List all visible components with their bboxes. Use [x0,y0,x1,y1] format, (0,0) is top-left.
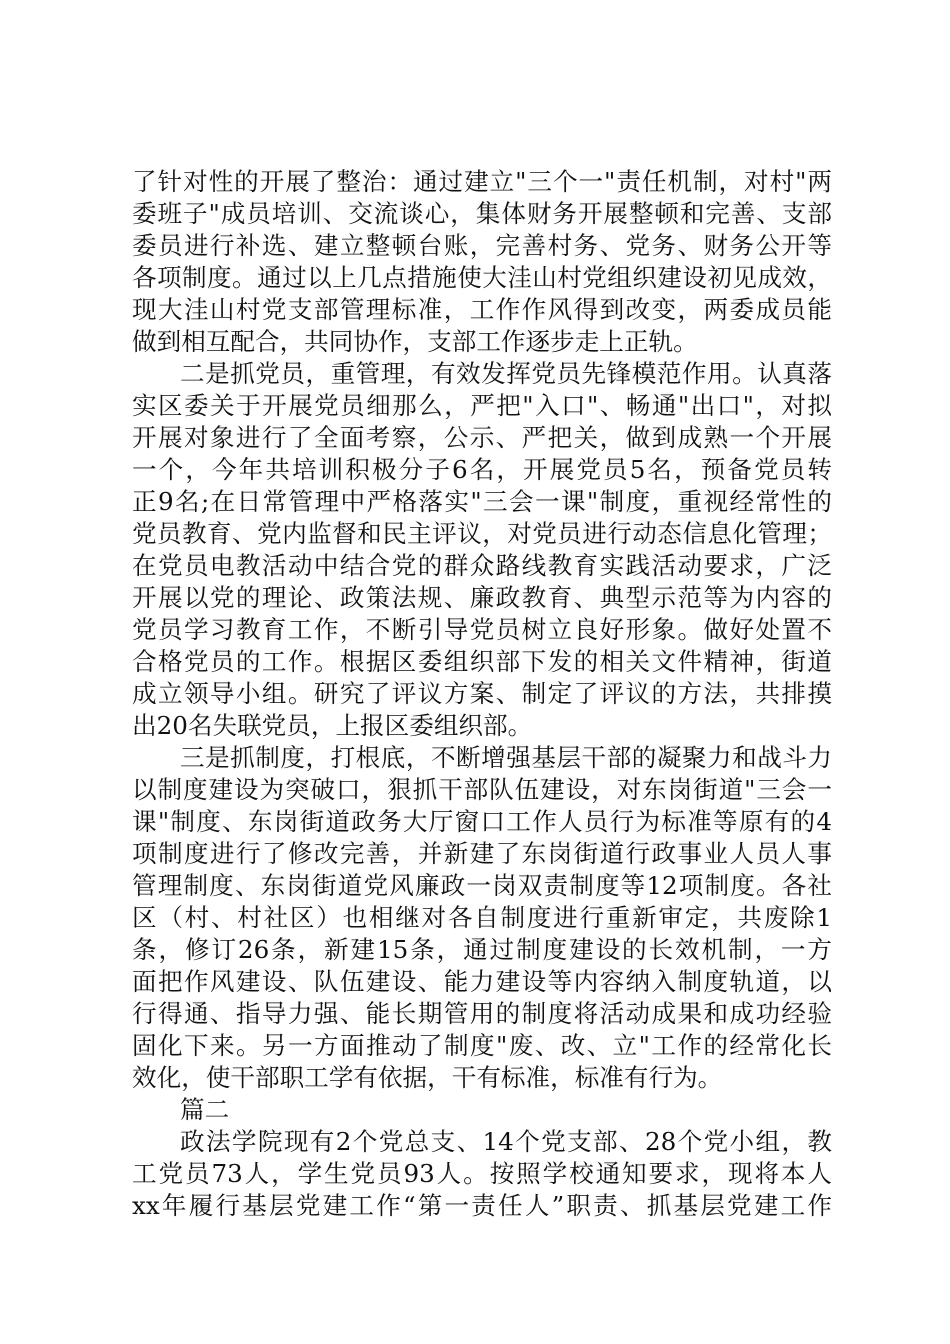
text-line: 合格党员的工作。根据区委组织部下发的相关文件精神，街道 [132,647,832,676]
text-line: 项制度进行了修改完善，并新建了东岗街道行政事业人员人事 [132,839,832,868]
text-line: 课"制度、东岗街道政务大厅窗口工作人员行为标准等原有的4 [132,807,832,836]
text-line: 委班子"成员培训、交流谈心，集体财务开展整顿和完善、支部 [132,199,832,228]
document-body [132,166,832,1222]
text-line: 管理制度、东岗街道党风廉政一岗双责制度等12项制度。各社 [132,871,832,900]
text-line: 面把作风建设、队伍建设、能力建设等内容纳入制度轨道，以 [132,967,832,996]
text-line: 条，修订26条，新建15条，通过制度建设的长效机制，一方 [132,935,832,964]
text-line: 做到相互配合，共同协作，支部工作逐步走上正轨。 [132,327,698,356]
text-line: 现大洼山村党支部管理标准，工作作风得到改变，两委成员能 [132,295,832,324]
text-line: 正9名;在日常管理中严格落实"三会一课"制度，重视经常性的 [132,487,832,516]
text-line: 工党员73人，学生党员93人。按照学校通知要求，现将本人 [132,1159,832,1188]
text-line: 行得通、指导力强、能长期管用的制度将活动成果和成功经验 [132,999,832,1028]
text-line: 固化下来。另一方面推动了制度"废、改、立"工作的经常化长 [132,1031,832,1060]
text-line: 党员学习教育工作，不断引导党员树立良好形象。做好处置不 [132,615,832,644]
text-line: 区（村、村社区）也相继对各自制度进行重新审定，共废除1 [132,903,832,932]
text-line: xx年履行基层党建工作“第一责任人”职责、抓基层党建工作 [132,1191,832,1220]
text-line: 在党员电教活动中结合党的群众路线教育实践活动要求，广泛 [132,551,832,580]
text-line: 党员教育、党内监督和民主评议，对党员进行动态信息化管理； [132,519,832,548]
text-line: 各项制度。通过以上几点措施使大洼山村党组织建设初见成效， [132,263,832,292]
text-line: 一个，今年共培训积极分子6名，开展党员5名，预备党员转 [132,455,832,484]
paragraph-start-line: 政法学院现有2个党总支、14个党支部、28个党小组，教 [180,1127,832,1156]
text-line: 以制度建设为突破口，狠抓干部队伍建设，对东岗街道"三会一 [132,775,832,804]
text-line: 实区委关于开展党员细那么，严把"入口"、畅通"出口"，对拟 [132,391,832,420]
section-heading: 篇二 [180,1095,230,1124]
text-line: 效化，使干部职工学有依据，干有标准，标准有行为。 [132,1063,723,1092]
text-line: 出20名失联党员，上报区委组织部。 [132,711,533,740]
text-line: 开展以党的理论、政策法规、廉政教育、典型示范等为内容的 [132,583,832,612]
text-line: 了针对性的开展了整治：通过建立"三个一"责任机制，对村"两 [132,167,832,196]
text-line: 开展对象进行了全面考察，公示、严把关，做到成熟一个开展 [132,423,832,452]
paragraph-start-line: 二是抓党员，重管理，有效发挥党员先锋模范作用。认真落 [180,359,832,388]
text-line: 成立领导小组。研究了评议方案、制定了评议的方法，共排摸 [132,679,832,708]
text-line: 委员进行补选、建立整顿台账，完善村务、党务、财务公开等 [132,231,832,260]
paragraph-start-line: 三是抓制度，打根底，不断增强基层干部的凝聚力和战斗力 [180,743,832,772]
